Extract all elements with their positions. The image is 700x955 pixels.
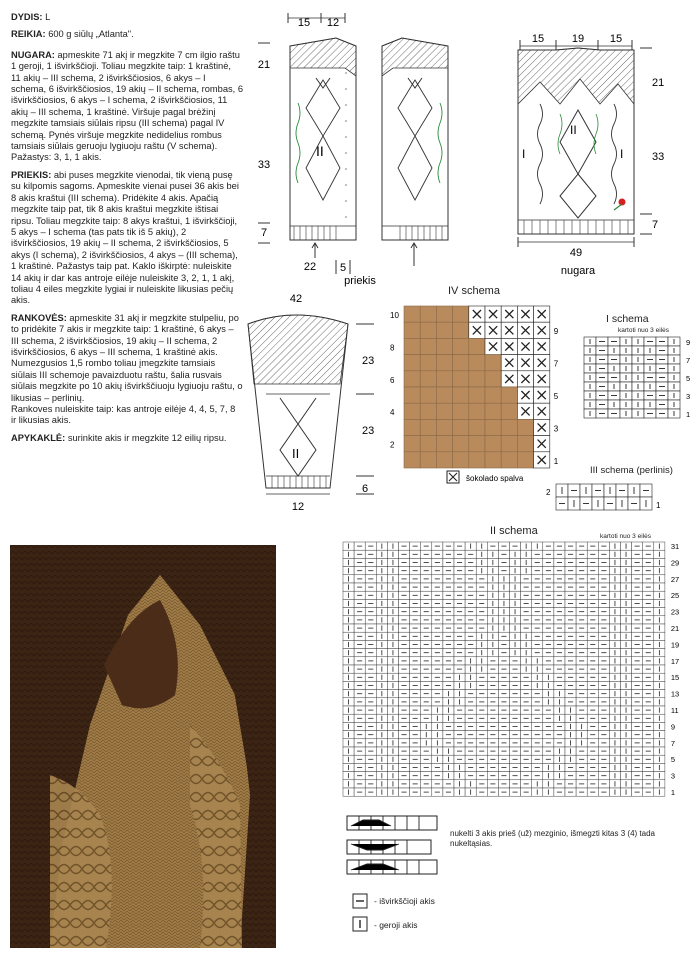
schema-ii-row-label: 15 (670, 673, 680, 683)
front-top-width-1: 15 (297, 17, 311, 29)
front-caption: priekis (344, 275, 376, 287)
schema-i-row-label: 1 (686, 410, 691, 419)
schema-iv-fill-cell (501, 452, 517, 468)
sleeves-paragraph (11, 313, 243, 404)
schema-iv-fill-cell (420, 322, 436, 338)
schema-ii-grid (341, 540, 696, 802)
front-value: abi puses megzkite vienodai, tik vieną pusę su kilpomis sagoms. Apmeskite vienai pusei 36 akis bei 8 akis kraštui (III schema). Pridėkite 4 akis. Apačią megzkite taip pat, tik 8 akis kraštui megzkite ištisai ripsu. Toliau megzkite taip: 8 akys kraštui, 1 išvirkščioji, 5 akys – I schema (tas pats tik iš 5 akių), 2 išvirkščiosios, 19 akių – II schema, 2 išvirkščiosios, 5 akys (I schema), 2 išvirkščiosios, 4 akys – (III schema), 1 kraštinė. Pažastys taip pat. Kaklo iškirptė: nuleiskite 14 akių ir dar kas antroje eilėje nuleiskite 3, 2, 1, 1 akį, toliau 4 eiles megzkite lygiai ir nuleiskite likusias pečių akis. (11, 169, 239, 306)
schema-iv-fill-cell (404, 452, 420, 468)
size-paragraph (11, 12, 243, 23)
schema-iv-fill-cell (404, 371, 420, 387)
front-side-label-3: 7 (260, 227, 268, 239)
sleeve-side-label-1: 23 (362, 355, 375, 367)
schema-iv-fill-cell (453, 452, 469, 468)
schema-i-grid (580, 333, 695, 423)
collar-label: APYKAKLĖ: (11, 432, 66, 443)
back-top-width-2: 19 (571, 33, 585, 45)
schema-iv-fill-cell (485, 436, 501, 452)
sleeves-label: RANKOVĖS: (11, 312, 67, 323)
schema-iii-row-right: 1 (656, 501, 661, 510)
schema-iv-fill-cell (436, 355, 452, 371)
schema-iv-fill-cell (404, 306, 420, 322)
back-label: NUGARA: (11, 49, 55, 60)
schema-iv-fill-cell (453, 387, 469, 403)
back-bottom-width: 49 (569, 247, 583, 259)
schema-iv-fill-cell (453, 355, 469, 371)
schema-iv-fill-cell (420, 403, 436, 419)
cable-legend-text: nukelti 3 akis prieš (už) mezginio, išmegzti kitas 3 (4) tada nukeltąsias. (450, 829, 655, 848)
schema-iv-fill-cell (420, 306, 436, 322)
back-side-label-2: 33 (652, 151, 665, 163)
schema-i-repeat-note: kartoti nuo 3 eilės (618, 327, 669, 334)
schema-iv-fill-cell (485, 387, 501, 403)
collar-paragraph (11, 433, 243, 444)
back-value: apmeskite 71 akį ir megzkite 7 cm ilgio raštu 1 geroji, 1 išvirkščioji. Toliau megzkite taip: 1 kraštinė, 11 akių – III schema, 2 išvirkščiosios, 6 akys – I schema, 6 išvirkščiosios, 19 akių – II schema, rombas, 6 išvirkščiosios, 6 akys – I schema, 2 išvirkščiosios, 11 akių – III schema, 1 kraštinė. Viršuje pagal brėžinį megzkite tamsiais siūlais ripsu (III schema) pagal IV schemą. Pynės viršuje megzkite nedidelius rombus tamsiais siūlais geruoju lygiuoju raštu (V schema). Pažastys: 3, 1, 1 akis. (11, 49, 243, 163)
schema-iv-fill-cell (469, 387, 485, 403)
schema-iv-row-label-left: 10 (390, 311, 399, 320)
back-top-width-3: 15 (609, 33, 623, 45)
knit-symbol (352, 916, 368, 932)
schema-i-title: I schema (606, 313, 649, 325)
sleeves-extra: Rankoves nuleiskite taip: kas antroje eilėje 4, 4, 5, 7, 8 ir likusias akis. (11, 404, 236, 426)
schema-iv-fill-cell (404, 403, 420, 419)
schema-iv-fill-cell (453, 306, 469, 322)
sleeves-value: apmeskite 31 akį ir megzkite stulpeliu, po to pridėkite 7 akis ir megzkite taip: 1 kraštinė, 6 akys – III schema, 2 išvirkščiosios, 19 akių – II schema, 2 išvirkščiosios, 6 akys – III schema, 1 kraštinė akis. Numezgusios 1,5 rombo toliau įmegzkite tamsiais siūlais III schemoje pavaizduotu raštu, šalia rusvais siūlais megzkite po 10 akių išvirkščiuoju lygiuoju raštu, o likusias – perlinių. (11, 312, 243, 403)
schema-iv-fill-cell (501, 403, 517, 419)
back-diagram (500, 24, 695, 279)
back-label-left: I (522, 147, 526, 161)
schema-iv-fill-cell (420, 371, 436, 387)
purl-symbol (352, 893, 368, 909)
schema-i-row-label: 3 (686, 392, 691, 401)
schema-iv-row-label-right: 5 (553, 392, 559, 401)
schema-ii-row-label: 21 (670, 624, 680, 633)
schema-ii-row-label: 3 (670, 771, 676, 781)
schema-iv-fill-cell (453, 436, 469, 452)
schema-iv-row-label-left: 4 (390, 408, 395, 418)
schema-iv-fill-cell (420, 452, 436, 468)
yarn-paragraph (11, 29, 243, 40)
schema-iv-row-label-right: 1 (553, 456, 559, 466)
sleeve-pattern-label: II (292, 446, 300, 461)
schema-iv-fill-cell (436, 387, 452, 403)
back-label-center: II (570, 123, 577, 137)
schema-iv-fill-cell (501, 436, 517, 452)
size-label: DYDIS: (11, 12, 43, 22)
front-bottom-label-1: 22 (303, 261, 317, 273)
schema-iv-fill-cell (420, 436, 436, 452)
front-side-label-1: 21 (257, 59, 271, 71)
front-pattern-label: II (316, 143, 324, 159)
schema-iv-fill-cell (469, 436, 485, 452)
knit-legend-text: - geroji akis (374, 920, 418, 930)
schema-iv-fill-cell (404, 355, 420, 371)
schema-iii-row-left: 2 (546, 488, 551, 497)
sleeve-top-width: 42 (289, 293, 303, 305)
front-paragraph (11, 170, 243, 307)
schema-iv-fill-cell (453, 403, 469, 419)
schema-iv-fill-cell (485, 419, 501, 435)
schema-ii-row-label: 5 (670, 755, 676, 765)
back-side-label-3: 7 (652, 219, 659, 231)
collar-value: surinkite akis ir megzkite 12 eilių ripsu. (67, 432, 227, 443)
schema-i-row-label: 9 (686, 338, 691, 347)
schema-iv-fill-cell (436, 452, 452, 468)
schema-ii-row-label: 25 (670, 591, 680, 601)
back-paragraph (11, 50, 243, 164)
schema-iv-fill-cell (404, 387, 420, 403)
schema-ii-row-label: 19 (670, 640, 680, 650)
schema-iv-fill-cell (485, 371, 501, 387)
schema-i-row-label: 5 (686, 374, 691, 383)
schema-iv-fill-cell (501, 419, 517, 435)
sleeve-bottom-width: 12 (291, 501, 305, 513)
front-bottom-label-2: 5 (339, 262, 347, 274)
schema-iii-title: III schema (perlinis) (590, 465, 673, 476)
schema-iv-row-label-right: 3 (553, 424, 559, 434)
schema-iv-fill-cell (436, 436, 452, 452)
back-top-width-1: 15 (531, 33, 545, 45)
front-top-width-2: 12 (326, 17, 340, 29)
schema-iii-grid (542, 480, 667, 516)
schema-iv-fill-cell (420, 419, 436, 435)
schema-i-row-label: 7 (686, 356, 691, 365)
schema-iv-fill-cell (501, 387, 517, 403)
schema-iv-row-label-right: 7 (553, 359, 559, 369)
schema-iv-fill-cell (436, 419, 452, 435)
schema-ii-row-label: 23 (670, 607, 680, 617)
sleeve-side-label-2: 23 (362, 425, 375, 437)
size-value: L (45, 12, 51, 22)
schema-iv-fill-cell (420, 355, 436, 371)
schema-ii-row-label: 17 (670, 656, 680, 666)
schema-ii-row-label: 27 (670, 574, 680, 584)
sleeve-side-label-3: 6 (362, 483, 369, 495)
schema-iv-fill-cell (517, 419, 533, 435)
schema-iv-fill-cell (453, 371, 469, 387)
schema-iv-fill-cell (469, 371, 485, 387)
schema-iv-fill-cell (453, 338, 469, 354)
schema-ii-row-label: 1 (670, 788, 676, 797)
schema-iv-row-label-left: 8 (390, 343, 395, 353)
back-side-label-1: 21 (652, 77, 665, 89)
schema-iv-fill-cell (436, 338, 452, 354)
schema-iv-title: IV schema (448, 285, 500, 297)
schema-iv-fill-cell (469, 355, 485, 371)
schema-iv-fill-cell (469, 403, 485, 419)
cable-legend (343, 812, 443, 876)
schema-iv-fill-cell (420, 387, 436, 403)
schema-iv-fill-cell (436, 322, 452, 338)
schema-iv-fill-cell (436, 403, 452, 419)
schema-iv-fill-cell (469, 452, 485, 468)
schema-iv-fill-cell (485, 452, 501, 468)
schema-iv-row-label-right: 9 (553, 327, 559, 337)
schema-iv-fill-cell (469, 338, 485, 354)
knit-sample-photo (10, 545, 276, 948)
schema-iv-fill-cell (404, 436, 420, 452)
schema-iv-fill-cell (404, 322, 420, 338)
schema-iv-fill-cell (453, 322, 469, 338)
schema-ii-row-label: 13 (670, 689, 680, 699)
schema-iv-fill-cell (485, 355, 501, 371)
schema-iv-fill-cell (517, 436, 533, 452)
schema-ii-row-label: 29 (670, 558, 680, 568)
yarn-value: 600 g siūlų „Atlanta". (48, 29, 134, 40)
schema-ii-title: II schema (490, 525, 538, 537)
schema-iv-fill-cell (436, 306, 452, 322)
schema-iv-fill-cell (404, 419, 420, 435)
front-diagram (250, 8, 480, 288)
schema-iv-fill-cell (453, 419, 469, 435)
front-side-label-2: 33 (257, 159, 271, 171)
schema-iv-fill-cell (469, 419, 485, 435)
schema-iv-fill-cell (420, 338, 436, 354)
schema-iv-row-label-left: 2 (390, 440, 395, 450)
schema-ii-row-label: 11 (670, 706, 679, 715)
schema-iv-legend-text: šokolado spalva (466, 474, 524, 483)
schema-iv-fill-cell (485, 403, 501, 419)
schema-iv-fill-cell (436, 371, 452, 387)
schema-iv-fill-cell (404, 338, 420, 354)
schema-iv-row-label-left: 6 (390, 375, 395, 385)
sleeve-diagram (240, 288, 390, 518)
yarn-label: REIKIA: (11, 29, 46, 40)
schema-ii-repeat-note: kartoti nuo 3 eilės (600, 533, 651, 540)
schema-ii-row-label: 31 (670, 542, 680, 551)
front-label: PRIEKIS: (11, 169, 52, 180)
schema-ii-row-label: 7 (670, 738, 676, 748)
purl-legend-text: - išvirkščioji akis (374, 896, 435, 906)
instructions-text (11, 12, 243, 450)
schema-iv-fill-cell (517, 452, 533, 468)
back-label-right: I (620, 147, 624, 161)
schema-ii-row-label: 9 (670, 722, 676, 732)
back-caption: nugara (560, 265, 596, 277)
